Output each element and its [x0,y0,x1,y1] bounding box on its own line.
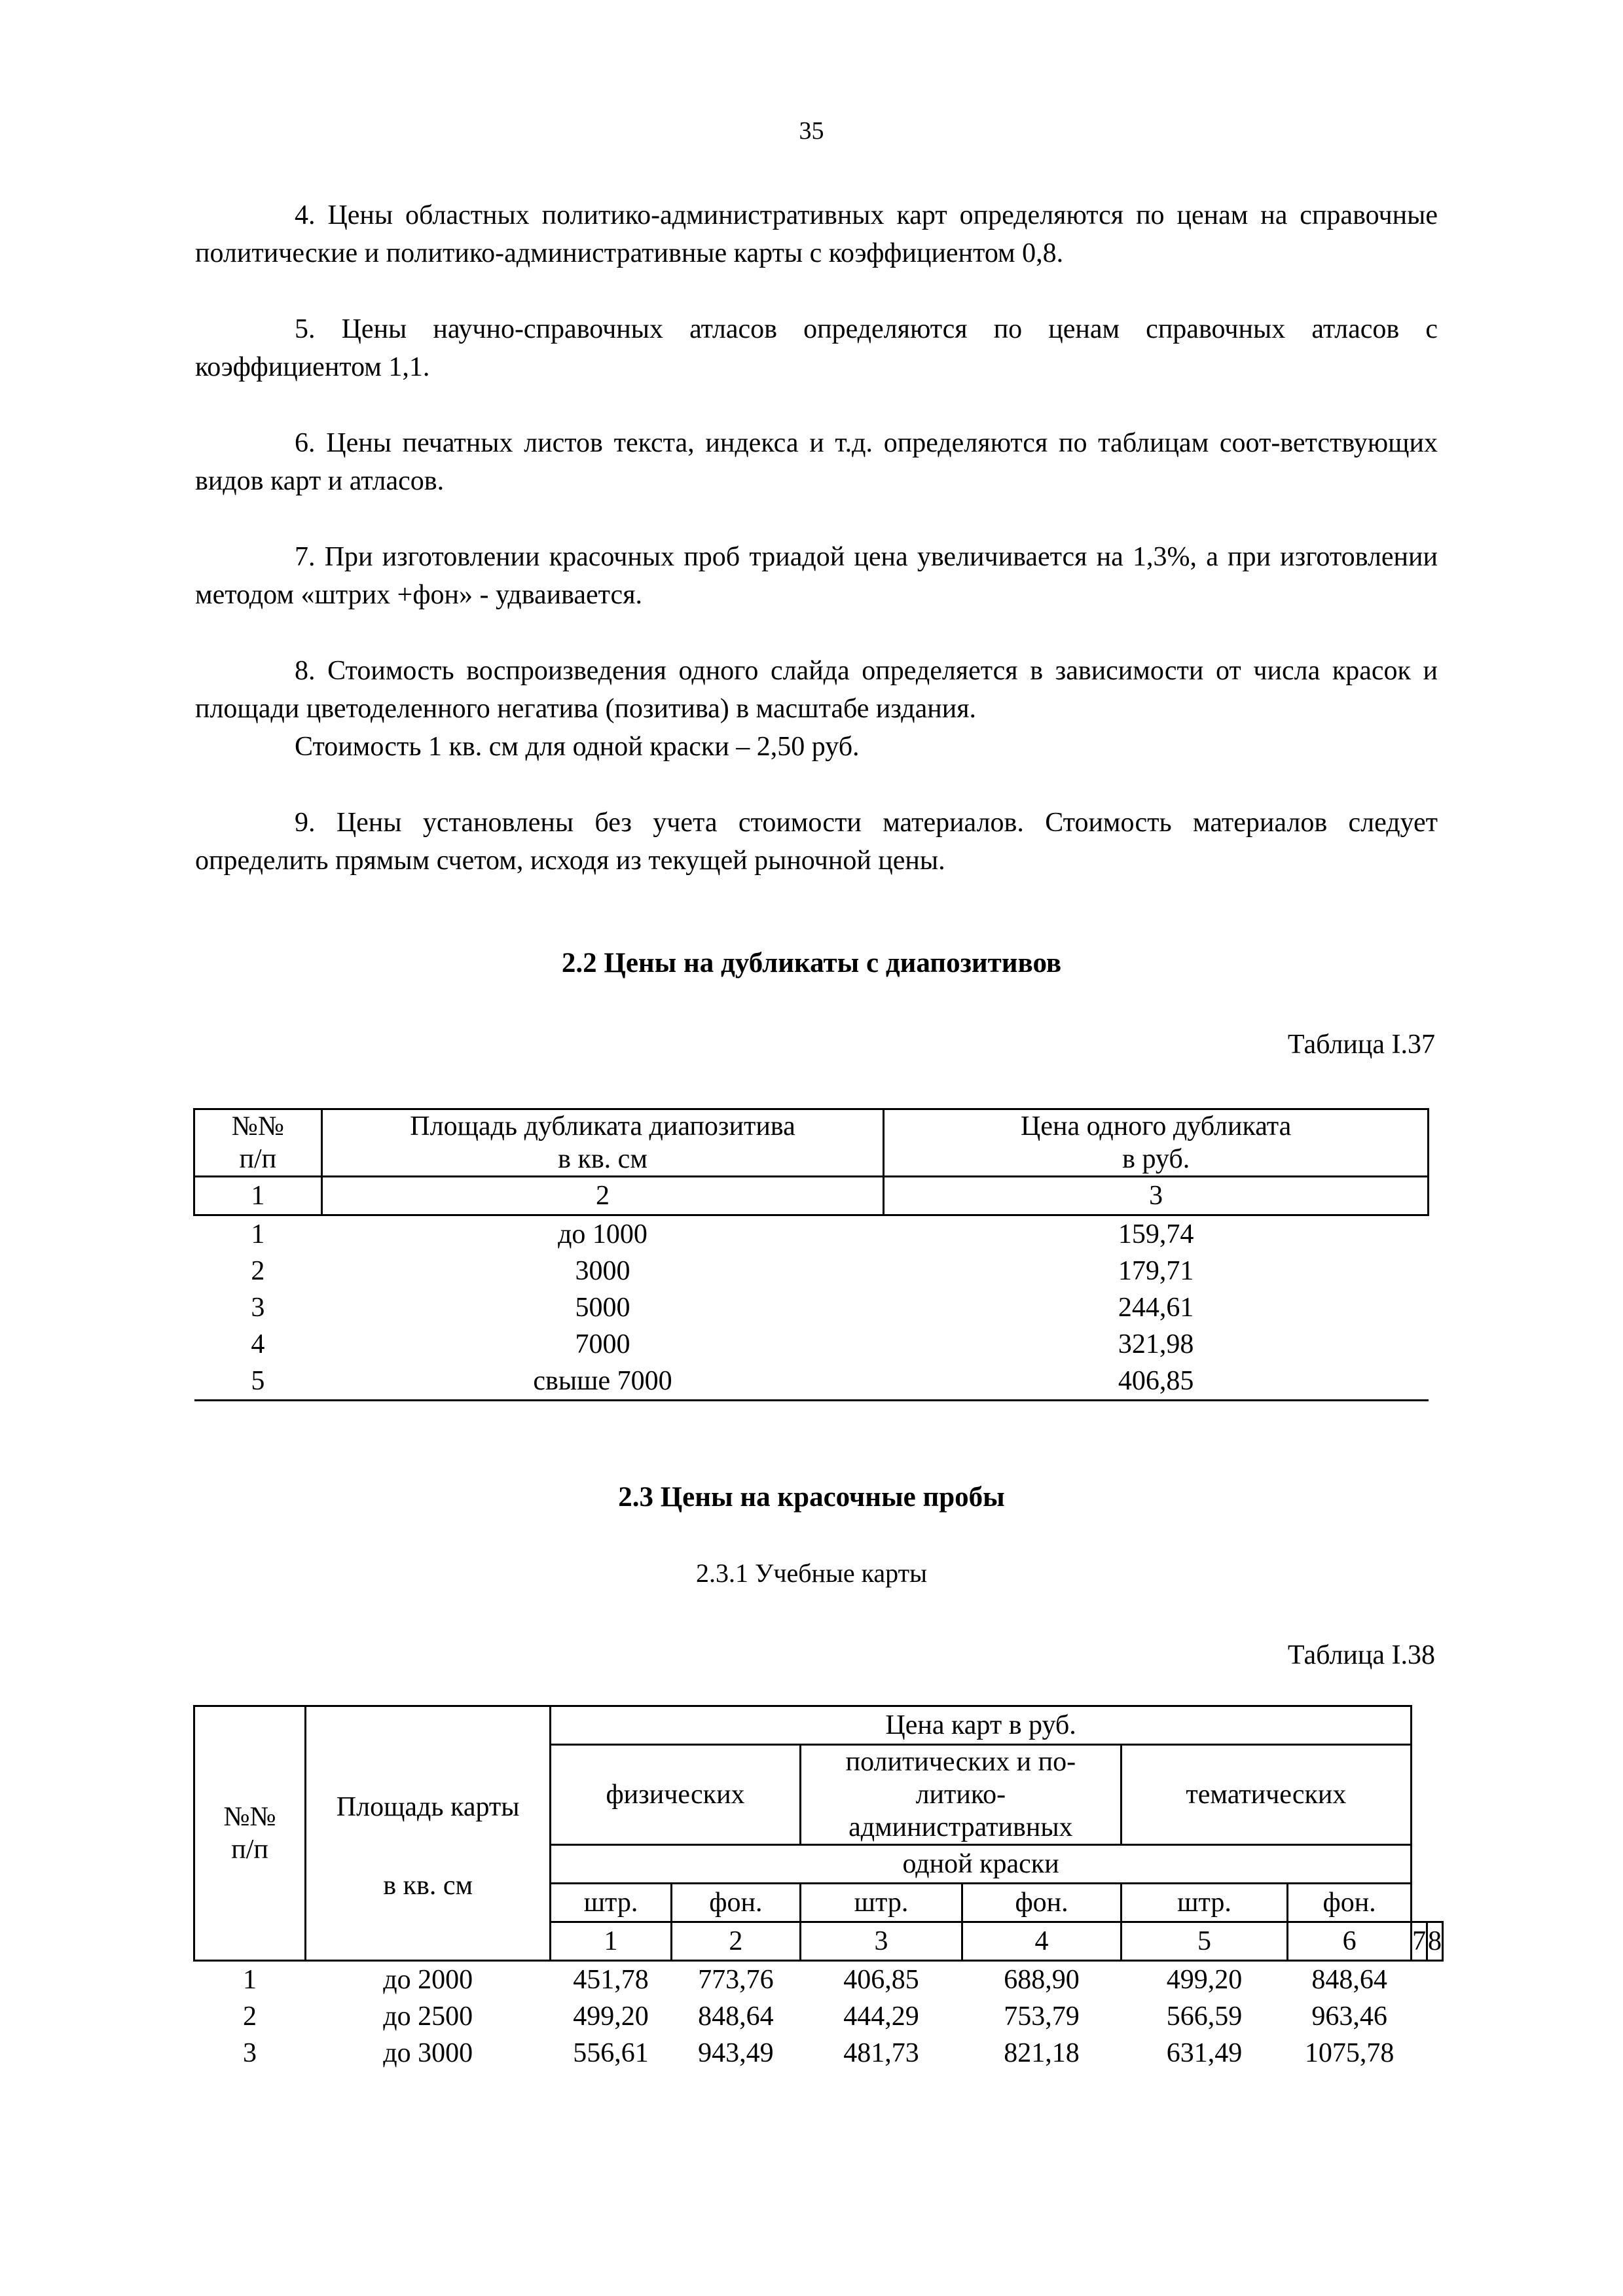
column-number: 1 [551,1922,672,1961]
table-cell: 753,79 [1004,2001,1080,2032]
table-cell: 1 [251,1219,265,1249]
table-cell: 556,61 [573,2038,649,2068]
table-cell: 499,20 [1166,1965,1243,1995]
header-text: Цена одного дубликата [1021,1111,1292,1141]
table-cell: 821,18 [1004,2038,1080,2068]
column-number: 3 [800,1922,962,1961]
table-cell: 963,46 [1311,2001,1387,2032]
paragraph-9 [195,804,1438,880]
table-i38 [193,1705,1444,2072]
column-number: 8 [1427,1922,1443,1961]
column-number: 6 [1288,1922,1412,1961]
section-title-2-2: 2.2 Цены на дубликаты с диапозитивов [561,948,1062,978]
subsection-title-2-3-1: 2.3.1 Учебные карты [696,1558,927,1588]
header-text: п/п [239,1144,277,1174]
table-cell: 244,61 [1118,1293,1194,1323]
table-row [194,1215,1429,1253]
header-cell-shtr: штр. [551,1884,672,1922]
paragraph-8 [195,652,1438,766]
column-number: 7 [1412,1922,1427,1961]
table-cell: 5000 [575,1293,630,1323]
header-text: политических и по- [845,1747,1076,1777]
paragraph-text: 6. Цены печатных листов текста, индекса и т.д. определяются по таблицам соот-ветствующих видов карт и атласов. [195,428,1438,496]
table-cell: 2 [251,1256,265,1286]
table-header-row [194,1109,1429,1177]
header-cell-shtr: штр. [800,1884,962,1922]
column-number: 2 [321,1177,884,1215]
column-number-row [194,1177,1429,1215]
header-cell-political [800,1745,1121,1845]
table-cell: 688,90 [1004,1965,1080,1995]
table-label-i37: Таблица I.37 [1287,1030,1435,1060]
table-header-row [194,1706,1443,1745]
section-title-2-3: 2.3 Цены на красочные пробы [618,1482,1005,1513]
table-cell: 3 [243,2038,257,2068]
table-cell: до 2000 [383,1965,473,1995]
paragraph-7 [195,538,1438,614]
table-cell: 943,49 [698,2038,774,2068]
column-number: 3 [884,1177,1429,1215]
header-text: Площадь карты [336,1792,520,1822]
table-cell: 406,85 [884,1363,1429,1401]
header-text: п/п [231,1835,268,1865]
table-cell: 7000 [575,1329,630,1359]
page-number: 35 [799,117,824,145]
paragraph-text: 7. При изготовлении красочных проб триадой цена увеличивается на 1,3%, а при изготовлении методом «штрих +фон» - удваивается. [195,542,1438,610]
table-row [194,1961,1443,1999]
table-cell: 159,74 [1118,1219,1194,1249]
table-cell: 2 [243,2001,257,2032]
table-cell: 499,20 [573,2001,649,2032]
table-cell: 848,64 [1311,1965,1387,1995]
paragraph-4 [195,196,1438,272]
table-cell: 4 [251,1329,265,1359]
header-cell-shtr: штр. [1121,1884,1287,1922]
table-cell: до 1000 [558,1219,647,1249]
paragraph-text: 8. Стоимость воспроизведения одного слайда определяется в зависимости от числа красок и площади цветоделенного негатива (позитива) в масштабе издания. [195,656,1438,724]
table-row [194,1998,1443,2035]
paragraph-5 [195,310,1438,386]
column-number: 5 [1121,1922,1287,1961]
table-label-i38: Таблица I.38 [1287,1640,1435,1670]
column-number: 1 [194,1177,322,1215]
table-row [194,1253,1429,1289]
table-cell: до 2500 [383,2001,473,2032]
header-cell-price-group: Цена карт в руб. [551,1706,1412,1745]
table-cell: 321,98 [1118,1329,1194,1359]
table-cell: 5 [194,1363,322,1401]
table-row [194,1363,1429,1401]
header-cell-fon: фон. [671,1884,800,1922]
header-cell-number [194,1109,322,1177]
table-i37 [193,1108,1429,1401]
table-cell: 451,78 [573,1965,649,1995]
table-cell: 631,49 [1166,2038,1243,2068]
header-cell-fon: фон. [962,1884,1122,1922]
table-cell: 179,71 [1118,1256,1194,1286]
header-text: №№ [223,1802,276,1832]
column-number: 4 [962,1922,1122,1961]
paragraph-6 [195,424,1438,500]
header-cell-one-color: одной краски [551,1845,1412,1884]
header-cell-number [194,1706,306,1961]
table-cell: 566,59 [1166,2001,1243,2032]
table-cell: 481,73 [843,2038,919,2068]
header-cell-area [306,1706,551,1961]
header-text: литико- [915,1780,1006,1810]
paragraph-text: 5. Цены научно-справочных атласов определяются по ценам справочных атласов с коэффициентом 1,1. [195,314,1438,382]
paragraph-text: 4. Цены областных политико-административных карт определяются по ценам на справочные политические и политико-административные карты с коэффициентом 0,8. [195,200,1438,268]
table-cell: свыше 7000 [321,1363,884,1401]
column-number: 2 [671,1922,800,1961]
table-cell: 3 [251,1293,265,1323]
paragraph-text: 9. Цены установлены без учета стоимости материалов. Стоимость материалов следует определить прямым счетом, исходя из текущей рыночной цены. [195,808,1438,876]
header-cell-price [884,1109,1429,1177]
header-text: Площадь дубликата диапозитива [410,1111,795,1141]
header-text: в кв. см [558,1144,647,1174]
header-text: в руб. [1122,1144,1190,1174]
header-text: в кв. см [383,1871,473,1901]
table-row [194,1326,1429,1363]
table-cell: 848,64 [698,2001,774,2032]
header-cell-area [321,1109,884,1177]
header-text: административных [848,1812,1073,1842]
paragraph-text: Стоимость 1 кв. см для одной краски – 2,50 руб. [295,732,860,762]
table-cell: 3000 [575,1256,630,1286]
table-row [194,2035,1443,2072]
table-cell: 1 [243,1965,257,1995]
table-cell: 773,76 [698,1965,774,1995]
table-row [194,1289,1429,1326]
header-cell-thematic: тематических [1121,1745,1411,1845]
header-cell-fon: фон. [1288,1884,1412,1922]
header-text: №№ [231,1111,284,1141]
table-cell: 406,85 [843,1965,919,1995]
table-cell: до 3000 [383,2038,473,2068]
table-cell: 444,29 [843,2001,919,2032]
header-cell-physical: физических [551,1745,801,1845]
table-cell: 1075,78 [1304,2038,1395,2068]
